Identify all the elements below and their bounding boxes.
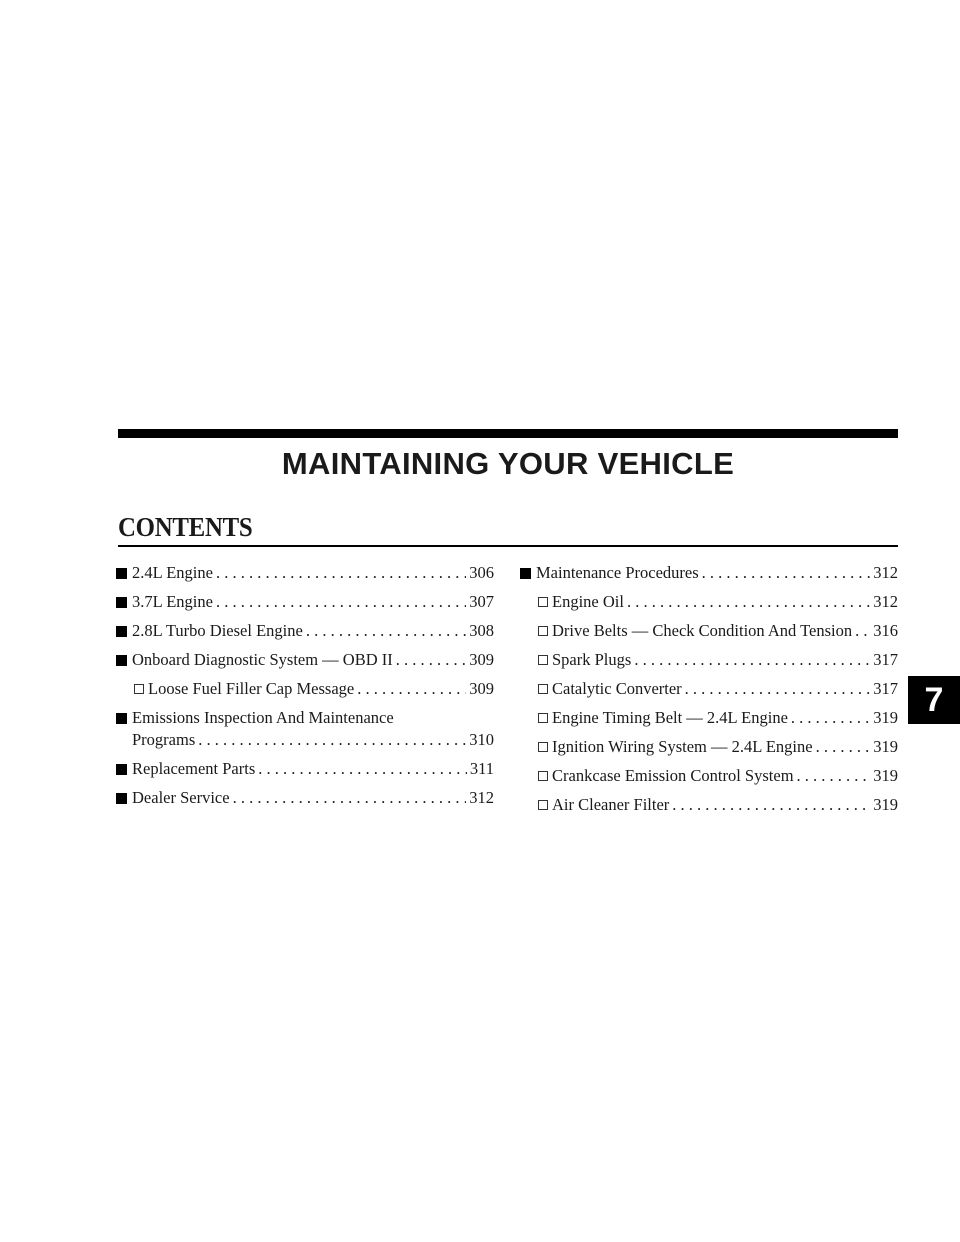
toc-subentry[interactable]	[520, 678, 898, 700]
toc-entry-label: Drive Belts — Check Condition And Tension	[552, 621, 853, 640]
square-bullet-icon	[116, 562, 132, 584]
dot-leader	[216, 562, 466, 584]
toc-entry-page: 311	[469, 759, 494, 778]
toc-entry[interactable]	[116, 758, 494, 780]
toc-entry-label: Crankcase Emission Control System	[552, 766, 794, 785]
toc-entry-page: 308	[469, 621, 494, 640]
dot-leader	[198, 729, 466, 751]
toc-entry-page: 316	[873, 621, 898, 640]
toc-entry-page: 310	[469, 730, 494, 749]
dot-leader	[396, 649, 466, 671]
dot-leader	[306, 620, 466, 642]
top-rule	[118, 429, 898, 438]
hollow-square-bullet-icon	[538, 678, 552, 700]
toc-subentry[interactable]	[520, 707, 898, 729]
dot-leader	[634, 649, 870, 671]
toc-entry-page: 317	[873, 650, 898, 669]
contents-rule	[118, 545, 898, 547]
chapter-tab: 7	[908, 676, 960, 724]
contents-left-column	[116, 562, 494, 816]
dot-leader	[627, 591, 870, 613]
hollow-square-bullet-icon	[538, 649, 552, 671]
toc-subentry[interactable]	[520, 736, 898, 758]
dot-leader	[855, 620, 870, 642]
toc-entry-label: Onboard Diagnostic System — OBD II	[132, 650, 393, 669]
toc-entry-label: Replacement Parts	[132, 759, 256, 778]
square-bullet-icon	[116, 787, 132, 809]
square-bullet-icon	[116, 620, 132, 642]
toc-entry-page: 306	[469, 563, 494, 582]
hollow-square-bullet-icon	[538, 765, 552, 787]
toc-entry-page: 312	[873, 563, 898, 582]
hollow-square-bullet-icon	[538, 620, 552, 642]
toc-entry-label: Dealer Service	[132, 788, 230, 807]
dot-leader	[816, 736, 871, 758]
toc-entry-page: 317	[873, 679, 898, 698]
toc-entry-page: 309	[469, 650, 494, 669]
toc-subentry[interactable]	[520, 794, 898, 816]
toc-entry-page: 309	[469, 679, 494, 698]
dot-leader	[357, 678, 466, 700]
toc-entry-label: Ignition Wiring System — 2.4L Engine	[552, 737, 813, 756]
toc-entry[interactable]	[116, 620, 494, 642]
toc-entry-label: Catalytic Converter	[552, 679, 682, 698]
toc-entry-label: Engine Timing Belt — 2.4L Engine	[552, 708, 788, 727]
hollow-square-bullet-icon	[538, 736, 552, 758]
toc-entry-label: Loose Fuel Filler Cap Message	[148, 679, 355, 698]
dot-leader	[216, 591, 466, 613]
hollow-square-bullet-icon	[538, 707, 552, 729]
toc-entry-page: 319	[873, 795, 898, 814]
toc-subentry[interactable]	[520, 591, 898, 613]
toc-entry-page: 319	[873, 737, 898, 756]
toc-entry[interactable]	[116, 787, 494, 809]
dot-leader	[233, 787, 467, 809]
toc-entry-page: 319	[873, 766, 898, 785]
dot-leader	[797, 765, 871, 787]
toc-entry[interactable]	[116, 707, 494, 751]
toc-entry-label: Maintenance Procedures	[536, 563, 699, 582]
toc-entry-label: Emissions Inspection And Maintenance	[132, 708, 394, 727]
square-bullet-icon	[116, 649, 132, 671]
square-bullet-icon	[116, 591, 132, 613]
dot-leader	[702, 562, 871, 584]
dot-leader	[672, 794, 870, 816]
toc-entry-label: Spark Plugs	[552, 650, 632, 669]
toc-entry[interactable]	[116, 649, 494, 671]
toc-entry-page: 312	[873, 592, 898, 611]
hollow-square-bullet-icon	[134, 678, 148, 700]
toc-entry-label: 3.7L Engine	[132, 592, 213, 611]
toc-subentry[interactable]	[116, 678, 494, 700]
square-bullet-icon	[116, 707, 132, 729]
toc-entry-page: 319	[873, 708, 898, 727]
toc-entry-page: 307	[469, 592, 494, 611]
toc-subentry[interactable]	[520, 649, 898, 671]
hollow-square-bullet-icon	[538, 591, 552, 613]
toc-entry-label: Air Cleaner Filter	[552, 795, 670, 814]
toc-entry-label: 2.8L Turbo Diesel Engine	[132, 621, 303, 640]
contents-right-column	[520, 562, 898, 823]
toc-entry[interactable]	[116, 591, 494, 613]
toc-entry-page: 312	[469, 788, 494, 807]
contents-heading: CONTENTS	[118, 512, 253, 542]
dot-leader	[685, 678, 871, 700]
toc-subentry[interactable]	[520, 620, 898, 642]
toc-entry[interactable]	[520, 562, 898, 584]
dot-leader	[258, 758, 467, 780]
square-bullet-icon	[116, 758, 132, 780]
toc-entry-label: Engine Oil	[552, 592, 624, 611]
hollow-square-bullet-icon	[538, 794, 552, 816]
square-bullet-icon	[520, 562, 536, 584]
chapter-title: MAINTAINING YOUR VEHICLE	[281, 446, 735, 481]
toc-entry-label: 2.4L Engine	[132, 563, 213, 582]
toc-subentry[interactable]	[520, 765, 898, 787]
toc-entry[interactable]	[116, 562, 494, 584]
dot-leader	[791, 707, 870, 729]
toc-entry-label-continued: Programs	[132, 730, 196, 749]
